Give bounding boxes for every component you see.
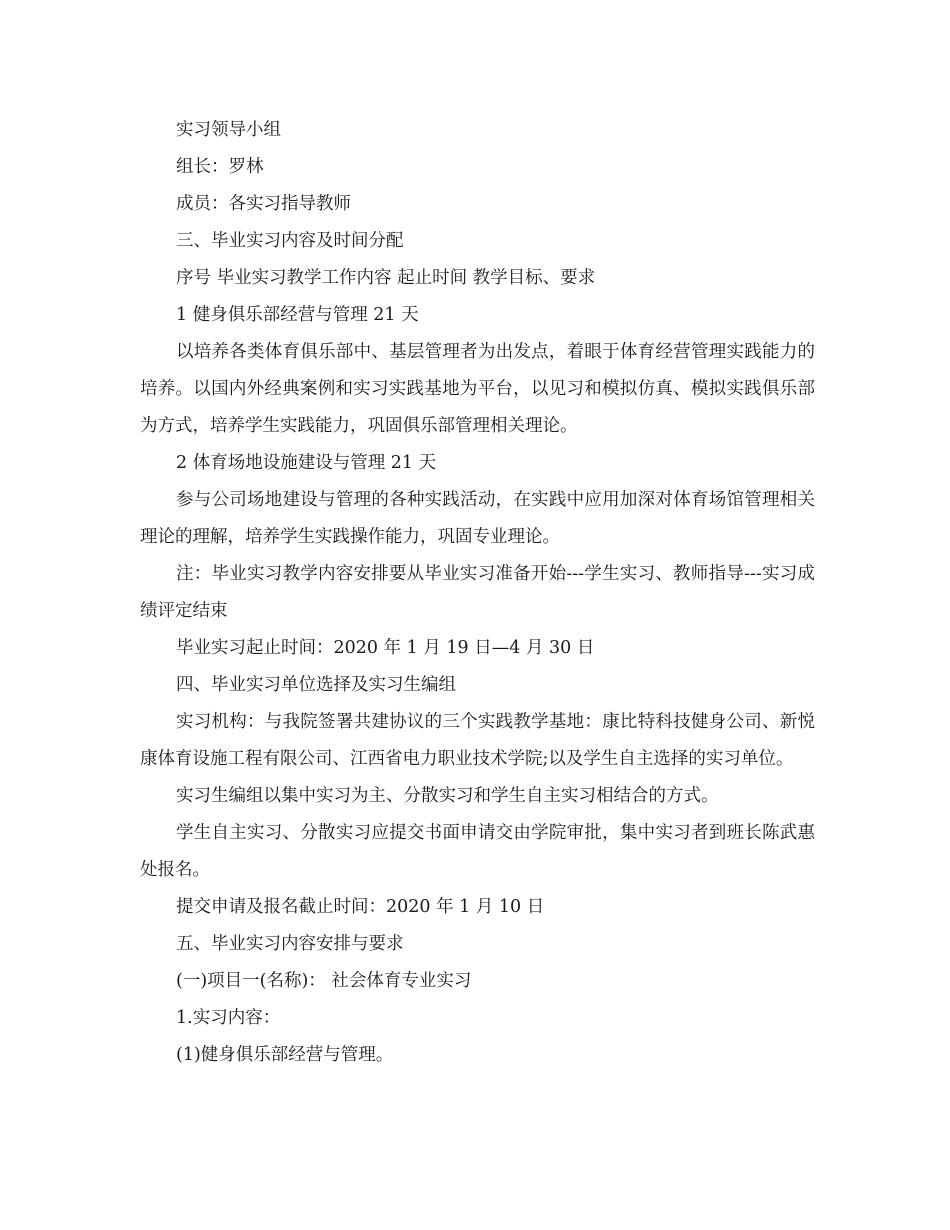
paragraph-group-leader: 组长：罗林: [176, 157, 264, 177]
paragraph-project-one: (一)项目一(名称)： 社会体育专业实习: [176, 971, 472, 991]
paragraph-application-process: 学生自主实习、分散实习应提交书面申请交由学院审批，集中实习者到班长陈武惠处报名。: [140, 823, 815, 880]
paragraph-table-header: 序号 毕业实习教学工作内容 起止时间 教学目标、要求: [176, 268, 596, 288]
paragraph-item-2-description: 参与公司场地建设与管理的各种实践活动，在实践中应用加深对体育场馆管理相关理论的理解，培养学生实践操作能力，巩固专业理论。: [140, 490, 815, 547]
paragraph-content-item-1: (1)健身俱乐部经营与管理。: [176, 1045, 394, 1065]
paragraph-item-2: 2 体育场地设施建设与管理 21 天: [176, 453, 437, 473]
paragraph-internship-leadership-group: 实习领导小组: [176, 120, 281, 140]
section-heading-units-grouping: 四、毕业实习单位选择及实习生编组: [176, 675, 456, 695]
paragraph-application-deadline: 提交申请及报名截止时间：2020 年 1 月 10 日: [176, 897, 545, 917]
paragraph-item-1-description: 以培养各类体育俱乐部中、基层管理者为出发点，着眼于体育经营管理实践能力的培养。以国内外经典案例和实习实践基地为平台，以见习和模拟仿真、模拟实践俱乐部为方式，培养学生实践能力，巩固俱乐部管理相关理论。: [140, 342, 815, 436]
document-body: [140, 112, 815, 1074]
paragraph-internship-content: 1.实习内容：: [176, 1008, 281, 1028]
section-heading-arrangement-requirements: 五、毕业实习内容安排与要求: [176, 934, 404, 954]
paragraph-members: 成员：各实习指导教师: [176, 194, 351, 214]
paragraph-grouping-method: 实习生编组以集中实习为主、分散实习和学生自主实习相结合的方式。: [176, 786, 719, 806]
paragraph-note: 注：毕业实习教学内容安排要从毕业实习准备开始---学生实习、教师指导---实习成绩评定结束: [140, 564, 815, 621]
paragraph-internship-period: 毕业实习起止时间：2020 年 1 月 19 日—4 月 30 日: [176, 638, 595, 658]
paragraph-internship-institutions: 实习机构：与我院签署共建协议的三个实践教学基地：康比特科技健身公司、新悦康体育设施工程有限公司、江西省电力职业技术学院;以及学生自主选择的实习单位。: [140, 712, 815, 769]
paragraph-item-1: 1 健身俱乐部经营与管理 21 天: [176, 305, 419, 325]
section-heading-content-time-allocation: 三、毕业实习内容及时间分配: [176, 231, 404, 251]
